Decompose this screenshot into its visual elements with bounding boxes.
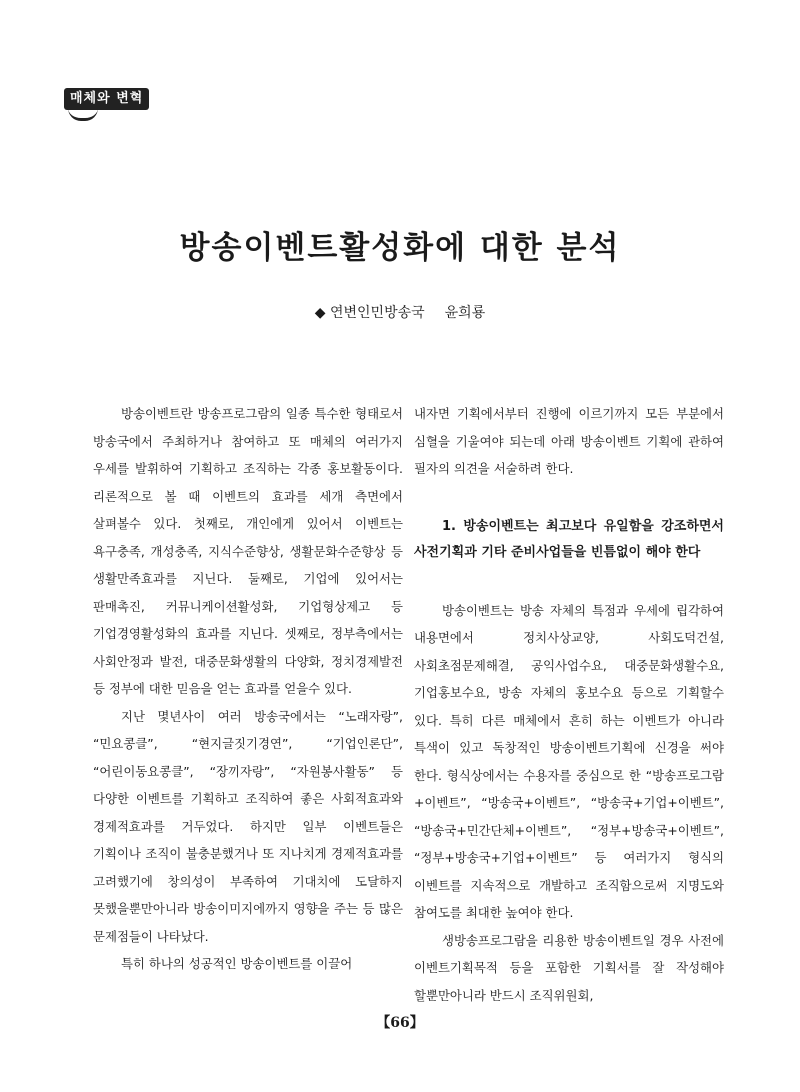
body-paragraph: 지난 몇년사이 여러 방송국에서는 “노래자랑”, “민요콩클”, “현지글짓기경연”, “기업인론단”, “어린이동요콩클”, “장끼자랑”, “자원봉사활동” 등 다양한 이벤트를 기획하고 조직하여 좋은 사회적효과와 경제적효과를 거두었다. 하지만 일부 이벤트들은 기획이나 조직이 불충분했거나 또 지나치게 경제적효과를 고려했기에 창의성이 부족하여 기대치에 도달하지 못했을뿐만아니라 방송이미지에까지 영향을 주는 등 많은 문제점들이 나타났다. <box>93 708 403 944</box>
byline <box>0 302 800 322</box>
section-tag: 매체와 변혁 <box>64 88 149 110</box>
section-tag-ornament <box>68 108 98 121</box>
left-column <box>93 400 403 978</box>
body-paragraph: 특히 하나의 성공적인 방송이벤트를 이끌어 <box>121 956 353 971</box>
body-paragraph: 방송이벤트는 방송 자체의 특점과 우세에 립각하여 내용면에서 정치사상교양, 사회도덕건설, 사회초점문제해결, 공익사업수요, 대중문화생활수요, 기업홍보수요, 방송 자체의 홍보수요 등으로 기획할수 있다. 특히 다른 매체에서 흔히 하는 이벤트가 아니라 특색이 있고 독창적인 방송이벤트기획에 신경을 써야 한다. 형식상에서는 수용자를 중심으로 한 “방송프로그람+이벤트”, “방송국+이벤트”, “방송국+기업+이벤트”, “방송국+민간단체+이벤트”, “정부+방송국+이벤트”, “정부+방송국+기업+이벤트” 등 여러가지 형식의 이벤트를 지속적으로 개발하고 조직함으로써 지명도와 참여도를 최대한 높여야 한다. <box>414 602 724 920</box>
right-column <box>414 400 724 1009</box>
body-paragraph-continued: 내자면 기획에서부터 진행에 이르기까지 모든 부분에서 심혈을 기울여야 되는데 아래 방송이벤트 기획에 관하여 필자의 의견을 서술하려 한다. <box>414 406 724 476</box>
author-name: 윤희룡 <box>444 305 486 321</box>
article-title: 방송이벤트활성화에 대한 분석 <box>179 230 621 266</box>
section-heading: 1. 방송이벤트는 최고보다 유일함을 강조하면서 사전기획과 기타 준비사업들을 빈틈없이 해야 한다 <box>414 518 724 560</box>
body-paragraph: 방송이벤트란 방송프로그람의 일종 특수한 형태로서 방송국에서 주최하거나 참여하고 또 매체의 여러가지 우세를 발휘하여 기획하고 조직하는 각종 홍보활동이다. 리론적으로 볼 때 이벤트의 효과를 세개 측면에서 살펴볼수 있다. 첫째로, 개인에게 있어서 이벤트는 욕구충족, 개성충족, 지식수준향상, 생활문화수준향상 등 생활만족효과를 지닌다. 둘째로, 기업에 있어서는 판매촉진, 커뮤니케이션활성화, 기업형상제고 등 기업경영활성화의 효과를 지닌다. 셋째로, 정부측에서는 사회안정과 발전, 대중문화생활의 다양화, 정치경제발전 등 정부에 대한 믿음을 얻는 효과를 얻을수 있다. <box>93 406 403 696</box>
body-paragraph: 생방송프로그람을 리용한 방송이벤트일 경우 사전에 이벤트기획목적 등을 포함한 기획서를 잘 작성해야 할뿐만아니라 반드시 조직위원회, <box>414 932 724 1003</box>
diamond-icon: ◆ <box>314 305 326 321</box>
author-affiliation: 연변인민방송국 <box>329 305 425 321</box>
page-number: 【66】 <box>376 1015 424 1031</box>
